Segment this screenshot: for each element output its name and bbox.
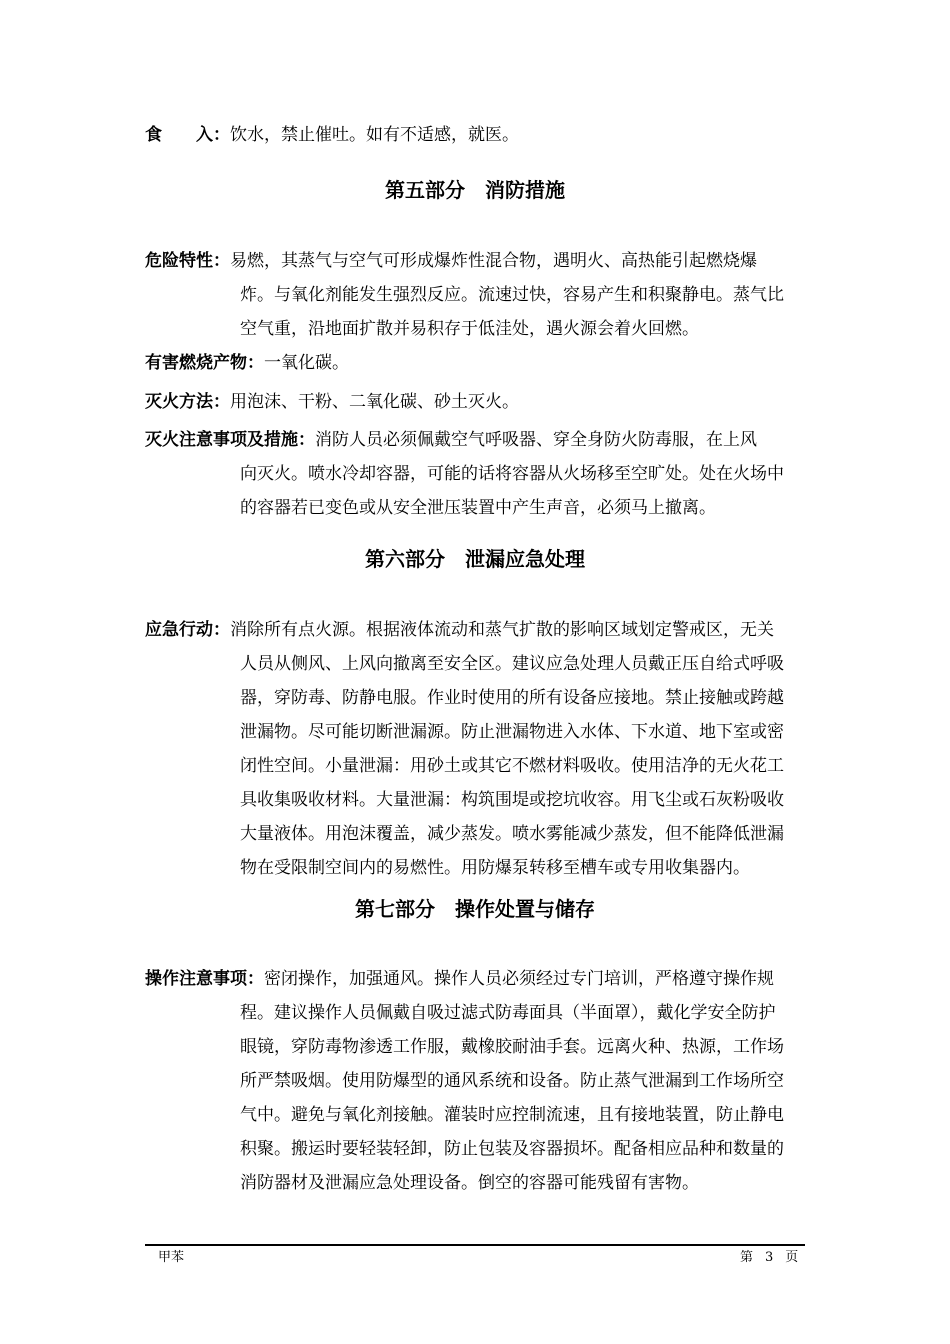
footer-divider bbox=[145, 1244, 805, 1246]
operation-text-line: 气中。避免与氧化剂接触。灌装时应控制流速，且有接地装置，防止静电 bbox=[240, 1105, 784, 1125]
hazard-text-line: 空气重，沿地面扩散并易积存于低洼处，遇火源会着火回燃。 bbox=[240, 319, 699, 339]
operation-label: 操作注意事项： bbox=[145, 969, 264, 989]
footer-page-number bbox=[740, 1248, 798, 1268]
ingestion-text: 饮水，禁止催吐。如有不适感，就医。 bbox=[230, 125, 519, 145]
operation-text-line: 所严禁吸烟。使用防爆型的通风系统和设备。防止蒸气泄漏到工作场所空 bbox=[240, 1071, 784, 1091]
precautions-text-line: 向灭火。喷水冷却容器，可能的话将容器从火场移至空旷处。处在火场中 bbox=[240, 464, 784, 484]
combustion-text: 一氧化碳。 bbox=[264, 353, 349, 373]
emergency-label: 应急行动： bbox=[145, 620, 230, 640]
section5-heading: 第五部分 消防措施 bbox=[385, 178, 565, 202]
first-aid-ingestion bbox=[145, 118, 805, 152]
precautions-text-line: 消防人员必须佩戴空气呼吸器、穿全身防火防毒服，在上风 bbox=[315, 430, 757, 450]
operation-text-line: 消防器材及泄漏应急处理设备。倒空的容器可能残留有害物。 bbox=[240, 1173, 699, 1193]
emergency-action-block bbox=[145, 613, 805, 885]
operation-notes-block bbox=[145, 962, 805, 1200]
page-number: 3 bbox=[765, 1250, 774, 1265]
extinguish-precautions-block bbox=[145, 423, 805, 525]
operation-text-line: 积聚。搬运时要轻装轻卸，防止包装及容器损坏。配备相应品种和数量的 bbox=[240, 1139, 784, 1159]
operation-text-line: 程。建议操作人员佩戴自吸过滤式防毒面具（半面罩），戴化学安全防护 bbox=[240, 1003, 776, 1023]
hazard-text-line: 炸。与氧化剂能发生强烈反应。流速过快，容易产生和积聚静电。蒸气比 bbox=[240, 285, 784, 305]
ingestion-label: 食 入： bbox=[145, 125, 230, 145]
fire-hazard-block bbox=[145, 244, 805, 346]
section7-heading: 第七部分 操作处置与储存 bbox=[355, 897, 595, 921]
precautions-label: 灭火注意事项及措施： bbox=[145, 430, 315, 450]
page-prefix: 第 bbox=[740, 1250, 754, 1265]
page-suffix: 页 bbox=[785, 1250, 799, 1265]
emergency-text-line: 具收集吸收材料。大量泄漏：构筑围堤或挖坑收容。用飞尘或石灰粉吸收 bbox=[240, 790, 784, 810]
extinguish-method-block bbox=[145, 385, 805, 419]
emergency-text-line: 人员从侧风、上风向撤离至安全区。建议应急处理人员戴正压自给式呼吸 bbox=[240, 654, 784, 674]
precautions-text-line: 的容器若已变色或从安全泄压装置中产生声音，必须马上撤离。 bbox=[240, 498, 716, 518]
operation-text-line: 眼镜，穿防毒物渗透工作服，戴橡胶耐油手套。远离火种、热源，工作场 bbox=[240, 1037, 784, 1057]
emergency-text-line: 泄漏物。尽可能切断泄漏源。防止泄漏物进入水体、下水道、地下室或密 bbox=[240, 722, 784, 742]
combustion-label: 有害燃烧产物： bbox=[145, 353, 264, 373]
emergency-text-line: 大量液体。用泡沫覆盖，减少蒸发。喷水雾能减少蒸发，但不能降低泄漏 bbox=[240, 824, 784, 844]
method-text: 用泡沫、干粉、二氧化碳、砂土灭火。 bbox=[230, 392, 519, 412]
hazard-text-line: 易燃，其蒸气与空气可形成爆炸性混合物，遇明火、高热能引起燃烧爆 bbox=[230, 251, 757, 271]
footer-document-name: 甲苯 bbox=[158, 1250, 185, 1265]
emergency-text-line: 闭性空间。小量泄漏：用砂土或其它不燃材料吸收。使用洁净的无火花工 bbox=[240, 756, 784, 776]
emergency-text-line: 器，穿防毒、防静电服。作业时使用的所有设备应接地。禁止接触或跨越 bbox=[240, 688, 784, 708]
emergency-text-line: 消除所有点火源。根据液体流动和蒸气扩散的影响区域划定警戒区，无关 bbox=[230, 620, 774, 640]
combustion-products-block bbox=[145, 346, 805, 380]
section6-heading: 第六部分 泄漏应急处理 bbox=[365, 547, 585, 571]
hazard-label: 危险特性： bbox=[145, 251, 230, 271]
emergency-text-line: 物在受限制空间内的易燃性。用防爆泵转移至槽车或专用收集器内。 bbox=[240, 858, 750, 878]
operation-text-line: 密闭操作，加强通风。操作人员必须经过专门培训，严格遵守操作规 bbox=[264, 969, 774, 989]
method-label: 灭火方法： bbox=[145, 392, 230, 412]
